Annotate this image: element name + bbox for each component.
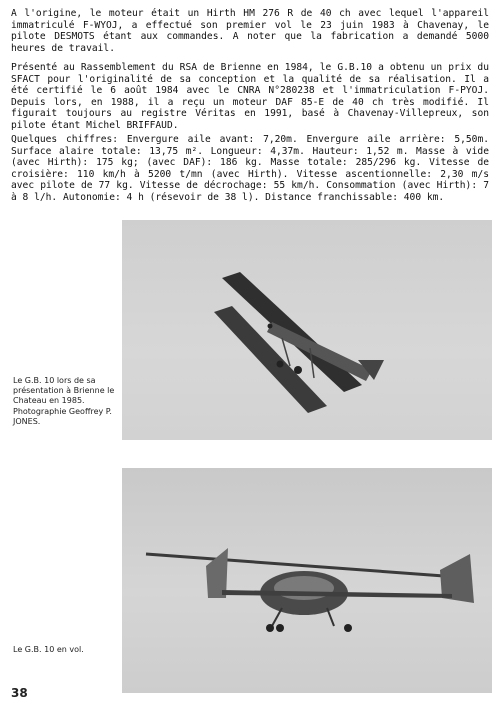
gear-strut [327,608,334,626]
wheel-shape [277,361,284,368]
wheel-shape [344,624,352,632]
paragraph-origin-text: A l'origine, le moteur était un Hirth HM 276 R de 40 ch avec lequel l'appareil immatriculé F-WYOJ, a effectué son premier vol le 23 juin 1983 à Chavenay, le pilote DESMOTS étant aux commandes. A noter que la fabrication a demandé 5000 heures de travail. [11,8,489,54]
gear-strut [272,608,282,626]
paragraph-origin [11,8,489,54]
paragraph-brienne [11,62,489,132]
photo-aircraft-banking [122,220,492,440]
caption-photo2: Le G.B. 10 en vol. [13,645,84,654]
page-number: 38 [11,686,28,700]
paragraph-specifications-text: Quelques chiffres: Envergure aile avant: 7,20m. Envergure aile arrière: 5,50m. Surface alaire totale: 13,75 m². Longueur: 4,37m. Hauteur: 1,52 m. Masse à vide (avec Hirth): 175 kg; (avec DAF): 186 kg. Masse totale: 285/296 kg. Vitesse de croisière: 110 km/h à 5200 t/mn (avec Hirth). Vitesse ascentionnelle: 2,30 m/s avec pilote de 77 kg. Vitesse de décrochage: 55 km/h. Consommation (avec Hirth): 7 à 8 l/h. Autonomie: 4 h (résevoir de 38 l). Distance franchissable: 400 km. [11,134,489,203]
photo-aircraft-in-flight [122,468,492,693]
wheel-shape [276,624,284,632]
paragraph-specifications [11,134,489,204]
wheel-shape [294,366,302,374]
propeller-hub [268,324,273,329]
aircraft-flight-drawing [122,468,492,693]
caption-photo1: Le G.B. 10 lors de sa présentation à Brienne le Chateau en 1985. Photographie Geoffrey P. JONES. [13,376,115,426]
paragraph-brienne-text: Présenté au Rassemblement du RSA de Brienne en 1984, le G.B.10 a obtenu un prix du SFACT pour l'originalité de sa conception et la qualité de sa réalisation. Il a été certifié le 6 août 1984 avec le CNRA N°280238 et l'immatriculation F-PYOJ. Depuis lors, en 1988, il a reçu un moteur DAF 85-E de 40 ch très modifié. Il figurait toujours au registre Véritas en 1991, basé à Chavenay-Villepreux, son pilote étant Michel BRIFFAUD. [11,62,489,131]
aircraft-banking-drawing [122,220,492,440]
canopy-shape [274,576,334,600]
wheel-shape [266,624,274,632]
